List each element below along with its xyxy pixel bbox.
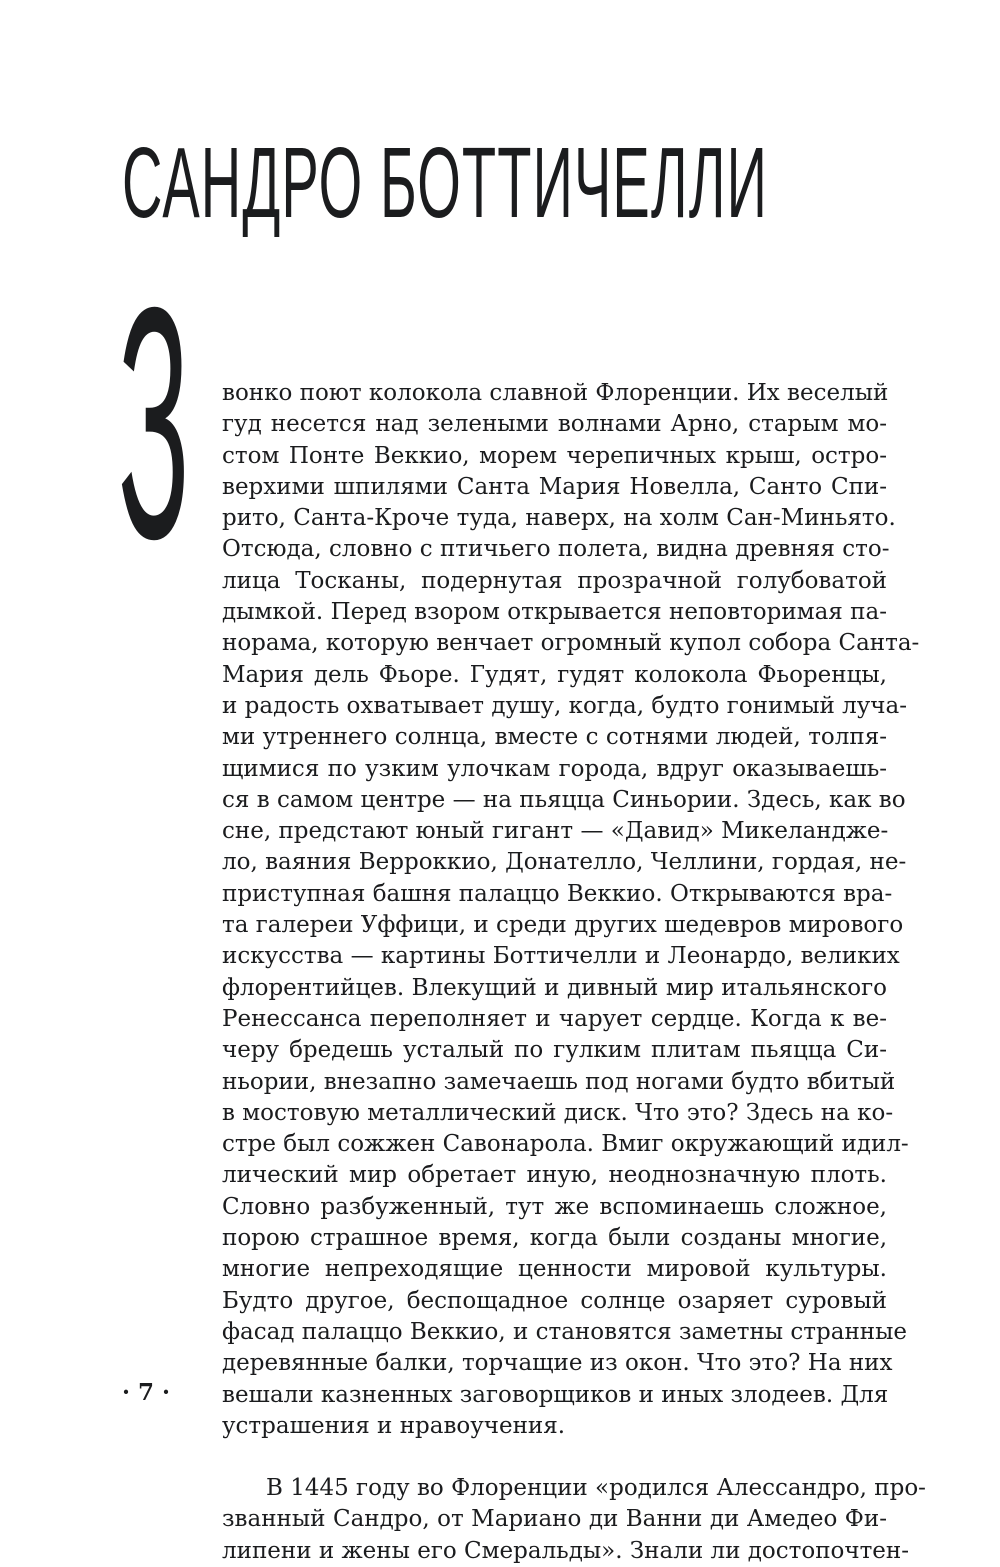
text-line: Мария дель Фьоре. Гудят, гудят колокола Фьоренцы, — [222, 661, 887, 688]
text-line: В 1445 году во Флоренции «родился Алессандро, про- — [266, 1475, 926, 1502]
text-line: в мостовую металлический диск. Что это? Здесь на ко- — [222, 1099, 894, 1126]
text-line: вешали казненных заговорщиков и иных злодеев. Для — [222, 1381, 889, 1408]
text-line: вонко поют колокола славной Флоренции. Их веселый — [222, 380, 889, 406]
text-line: липени и жены его Смеральды». Знали ли достопочтен- — [222, 1537, 910, 1564]
text-line: дымкой. Перед взором открывается неповторимая па- — [222, 599, 887, 626]
body-text — [222, 378, 926, 1567]
text-line: щимися по узким улочкам города, вдруг оказываешь- — [222, 755, 887, 782]
text-line: деревянные балки, торчащие из окон. Что это? На них — [222, 1350, 893, 1377]
page-number: · 7 · — [122, 1379, 171, 1406]
text-line: Словно разбуженный, тут же вспоминаешь сложное, — [222, 1193, 887, 1220]
text-line: Ренессанса переполняет и чарует сердце. Когда к ве- — [222, 1005, 887, 1032]
paragraph — [222, 378, 920, 1442]
text-line: ся в самом центре — на пьяцца Синьории. Здесь, как во — [222, 786, 906, 813]
text-line: рито, Санта-Кроче туда, наверх, на холм Сан-Миньято. — [222, 505, 896, 532]
text-line: стре был сожжен Савонарола. Вмиг окружающий идил- — [222, 1131, 909, 1158]
chapter-title: САНДРО БОТТИЧЕЛЛИ — [122, 127, 768, 239]
text-line: ньории, внезапно замечаешь под ногами будто вбитый — [222, 1068, 896, 1095]
text-line: гуд несется над зелеными волнами Арно, старым мо- — [222, 411, 887, 438]
text-line: ло, ваяния Верроккио, Донателло, Челлини, гордая, не- — [222, 849, 907, 876]
text-line: черу бредешь усталый по гулким плитам пьяцца Си- — [222, 1037, 887, 1064]
text-line: та галереи Уффици, и среди других шедевров мирового — [222, 912, 904, 939]
text-line: и радость охватывает душу, когда, будто гонимый луча- — [222, 692, 907, 719]
text-line: устрашения и нравоучения. — [222, 1412, 566, 1439]
text-line: званный Сандро, от Мариано ди Ванни ди Амедео Фи- — [222, 1506, 887, 1533]
text-line: Будто другое, беспощадное солнце озаряет суровый — [222, 1287, 887, 1314]
text-line: флорентийцев. Влекущий и дивный мир итальянского — [222, 974, 887, 1001]
text-line: многие непреходящие ценности мировой культуры. — [222, 1256, 887, 1283]
text-line: искусства — картины Боттичелли и Леонардо, великих — [222, 943, 900, 970]
paragraph-gap — [222, 1442, 887, 1473]
paragraph — [222, 1473, 926, 1567]
text-line: лица Тосканы, подернутая прозрачной голубоватой — [222, 567, 887, 594]
text-line: верхими шпилями Санта Мария Новелла, Санто Спи- — [222, 473, 887, 500]
text-line: лический мир обретает иную, неоднозначную плоть. — [222, 1162, 887, 1189]
text-line: сне, предстают юный гигант — «Давид» Микеландже- — [222, 818, 889, 845]
text-line: норама, которую венчает огромный купол собора Санта- — [222, 630, 920, 657]
text-line: фасад палаццо Веккио, и становятся заметны странные — [222, 1318, 908, 1345]
text-line: стом Понте Веккио, морем черепичных крыш, остро- — [222, 442, 887, 469]
drop-cap: З — [118, 238, 190, 607]
text-line: приступная башня палаццо Веккио. Открываются вра- — [222, 880, 893, 907]
text-line: ми утреннего солнца, вместе с сотнями людей, толпя- — [222, 724, 887, 751]
text-line: порою страшное время, когда были созданы многие, — [222, 1225, 887, 1252]
text-line: Отсюда, словно с птичьего полета, видна древняя сто- — [222, 536, 890, 563]
